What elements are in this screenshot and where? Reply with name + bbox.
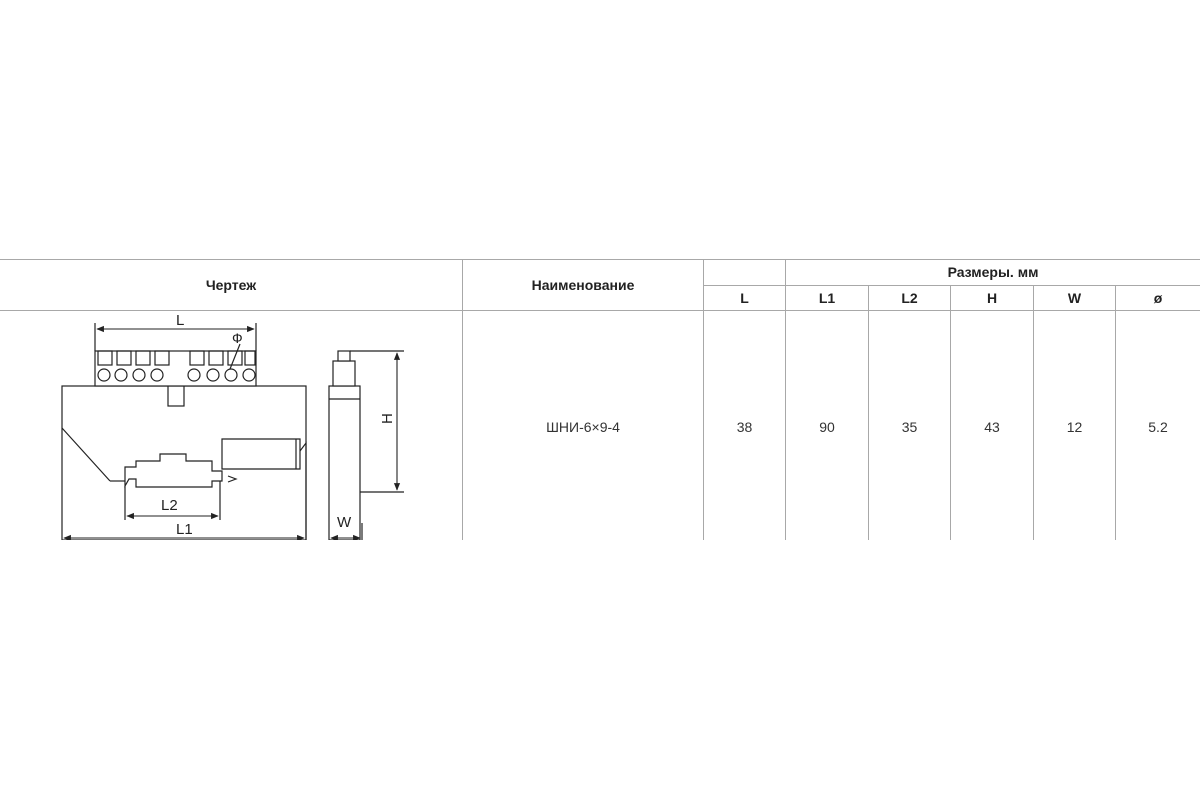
value-L1: 90 <box>819 419 835 435</box>
label-W: W <box>337 514 352 531</box>
technical-drawing <box>0 311 462 540</box>
header-drawing: Чертеж <box>205 276 257 293</box>
header-dim-L: L <box>740 290 749 306</box>
value-W: 12 <box>1066 419 1083 435</box>
value-diameter: 5.2 <box>1148 419 1168 435</box>
label-L: L <box>176 312 185 329</box>
label-H: H <box>379 413 396 424</box>
header-dim-diameter: ø <box>1153 290 1163 306</box>
header-name: Наименование <box>531 276 635 293</box>
product-name: ШНИ-6×9-4 <box>546 419 620 435</box>
value-L2: 35 <box>901 419 918 435</box>
header-dim-H: H <box>986 290 998 306</box>
value-L: 38 <box>736 419 753 435</box>
header-dim-W: W <box>1067 290 1082 306</box>
label-L1: L1 <box>176 521 193 538</box>
value-H: 43 <box>984 419 1000 435</box>
label-L2: L2 <box>161 497 178 514</box>
center-slot <box>168 386 184 406</box>
header-dimensions: Размеры. мм <box>947 264 1039 280</box>
label-phi: Ф <box>232 330 243 346</box>
header-dim-L1: L1 <box>818 290 836 306</box>
specification-table <box>0 259 1200 540</box>
header-dim-L2: L2 <box>901 290 918 306</box>
